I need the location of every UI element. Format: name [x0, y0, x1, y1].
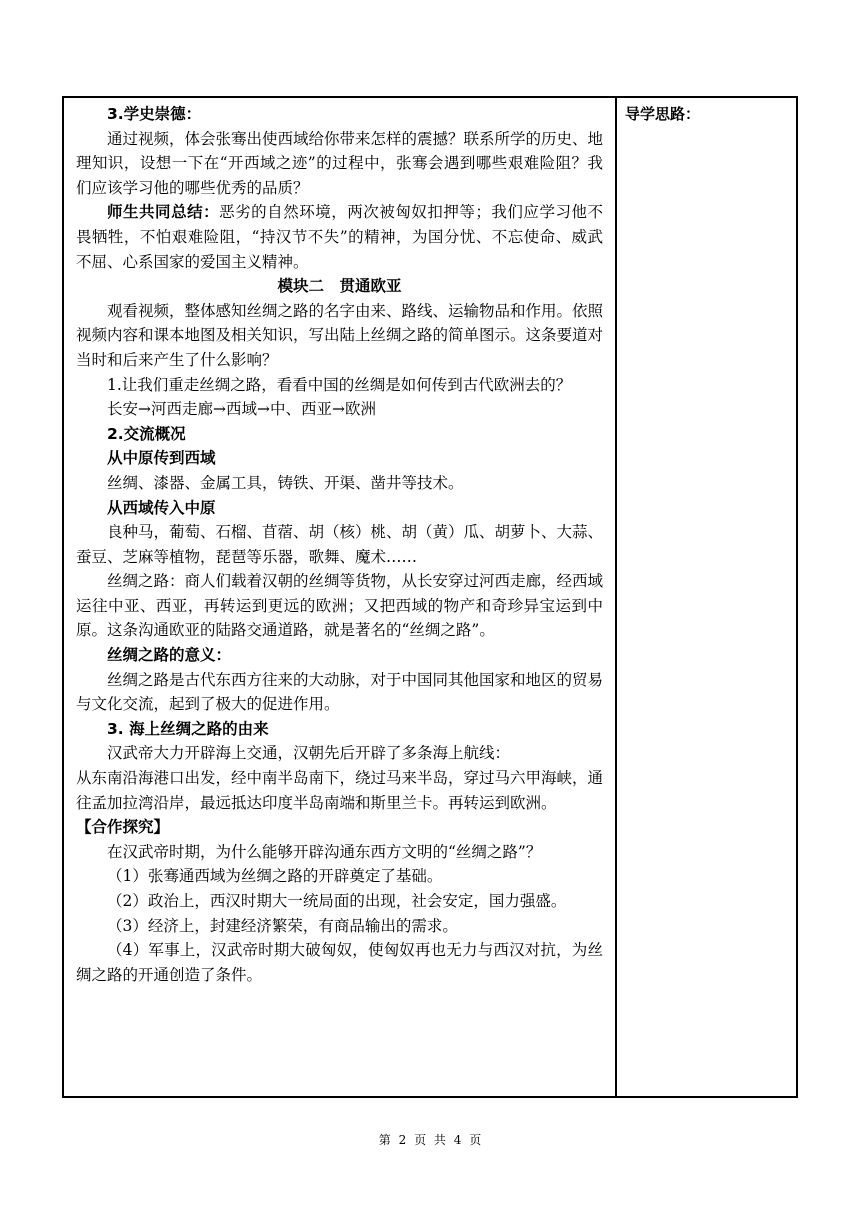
guide-notes-column	[617, 98, 796, 1096]
paragraph: 观看视频，整体感知丝绸之路的名字由来、路线、运输物品和作用。依照视频内容和课本地图及相关知识，写出陆上丝绸之路的简单图示。这条要道对当时和后来产生了什么影响？	[76, 301, 604, 369]
paragraph: 丝绸、漆器、金属工具，铸铁、开渠、凿井等技术。	[107, 473, 464, 492]
section-title: 3.学史崇德：	[107, 105, 202, 123]
page-number: 2	[398, 1133, 407, 1147]
total-pages: 4	[453, 1133, 462, 1147]
page-footer	[0, 1131, 860, 1148]
subsection-title: 从西域传入中原	[107, 498, 216, 517]
paragraph: 汉武帝大力开辟海上交通，汉朝先后开辟了多条海上航线：	[107, 744, 511, 763]
lesson-table	[62, 96, 798, 1098]
summary-text: 恶劣的自然环境，两次被匈奴扣押等；我们应学习他不畏牺牲，不怕艰难险阻，“持汉节不失”的精神，为国分忧、不忘使命、威武不屈、心系国家的爱国主义精神。	[76, 203, 603, 271]
guide-notes-title: 导学思路：	[625, 105, 701, 123]
answer-item: （2）政治上，西汉时期大一统局面的出现，社会安定，国力强盛。	[107, 892, 567, 910]
question: 在汉武帝时期，为什么能够开辟沟通东西方文明的“丝绸之路”？	[107, 842, 542, 861]
module-title: 模块二 贯通欧亚	[277, 277, 402, 296]
subsection-title: 从中原传到西域	[107, 449, 216, 468]
paragraph: 丝绸之路：商人们载着汉朝的丝绸等货物，从长安穿过河西走廊，经西域运往中亚、西亚，再转运到更远的欧洲；又把西域的物产和奇珍异宝运到中原。这条沟通欧亚的陆路交通道路，就是著名的“丝绸之路”。	[76, 572, 604, 640]
section-title: 2.交流概况	[107, 424, 186, 443]
answer-item: （3）经济上，封建经济繁荣，有商品输出的需求。	[107, 916, 458, 935]
paragraph: 良种马，葡萄、石榴、苜蓿、胡（核）桃、胡（黄）瓜、胡萝卜、大蒜、蚕豆、芝麻等植物，琵琶等乐器，歌舞、魔术……	[76, 523, 604, 566]
route-line: 长安→河西走廊→西域→中、西亚→欧洲	[107, 400, 376, 419]
question: 1.让我们重走丝绸之路，看看中国的丝绸是如何传到古代欧洲去的？	[107, 375, 572, 394]
section-title: 3. 海上丝绸之路的由来	[107, 719, 269, 738]
summary-label: 师生共同总结：	[107, 203, 220, 222]
paragraph: 丝绸之路是古代东西方往来的大动脉，对于中国同其他国家和地区的贸易与文化交流，起到了极大的促进作用。	[76, 670, 604, 714]
answer-item: （4）军事上，汉武帝时期大破匈奴，使匈奴再也无力与西汉对抗，为丝绸之路的开通创造了条件。	[76, 941, 603, 984]
paragraph: 从东南沿海港口出发，经中南半岛南下，绕过马来半岛，穿过马六甲海峡，通往孟加拉湾沿岸，最远抵达印度半岛南端和斯里兰卡。再转运到欧洲。	[76, 769, 604, 812]
summary-paragraph	[76, 200, 603, 274]
footer-text: 共	[433, 1133, 446, 1147]
footer-text: 第	[378, 1133, 391, 1147]
main-content-column	[64, 98, 615, 1096]
paragraph: 通过视频，体会张骞出使西域给你带来怎样的震撼？联系所学的历史、地理知识，设想一下在“开西域之迹”的过程中，张骞会遇到哪些艰难险阻？我们应该学习他的哪些优秀的品质？	[76, 129, 604, 197]
cooperation-title: 【合作探究】	[76, 818, 170, 837]
subsection-title: 丝绸之路的意义：	[107, 646, 232, 665]
footer-text: 页	[469, 1133, 482, 1147]
footer-text: 页	[414, 1133, 427, 1147]
answer-item: （1）张骞通西域为丝绸之路的开辟奠定了基础。	[107, 867, 443, 886]
